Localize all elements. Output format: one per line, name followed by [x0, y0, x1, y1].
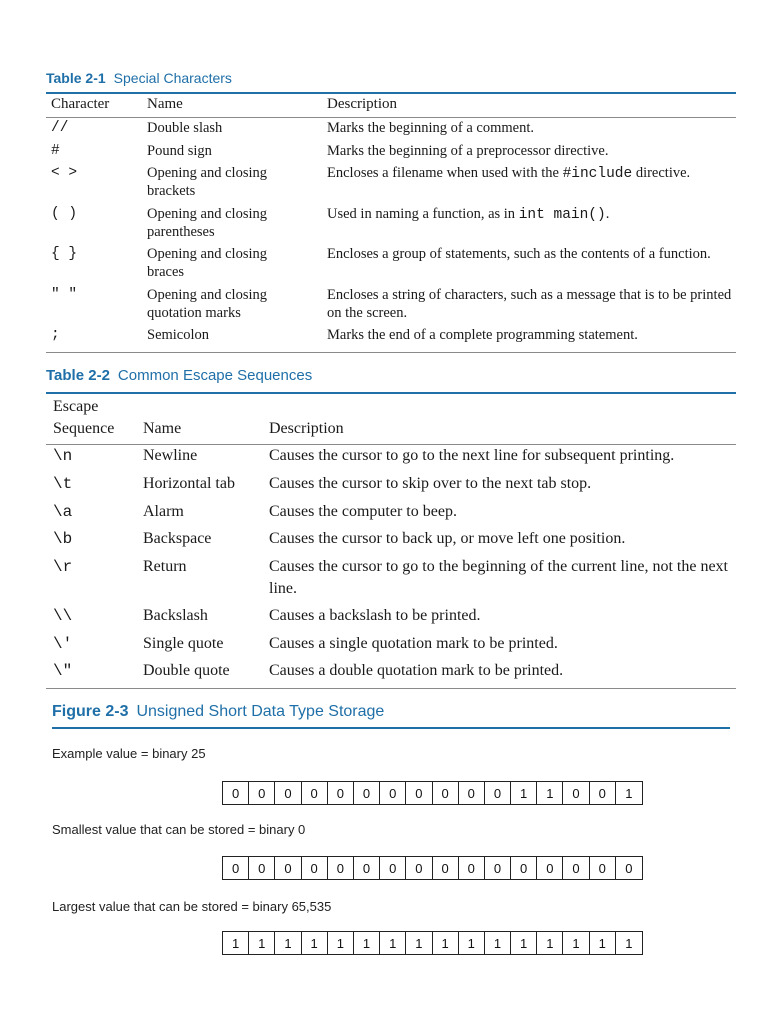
- table2-row4-name: Backspace: [143, 530, 212, 547]
- figure-title: Unsigned Short Data Type Storage: [136, 703, 385, 720]
- table1-title: Special Characters: [113, 70, 232, 86]
- bit-cell: 0: [625, 860, 633, 876]
- bit-cell: 0: [433, 782, 459, 804]
- table2-row4-seq: \b: [53, 530, 73, 548]
- bit-cell: 1: [249, 932, 275, 954]
- figure-top-rule: [52, 727, 730, 729]
- table2-row1-name: Newline: [143, 447, 198, 464]
- bit-cell: 0: [485, 857, 511, 879]
- figure-number: Figure 2-3: [52, 703, 129, 720]
- table2-row5-seq: \r: [53, 558, 73, 576]
- bit-cell: 0: [328, 782, 354, 804]
- table2-row8-name: Double quote: [143, 662, 230, 679]
- table2-number: Table 2-2: [46, 367, 110, 384]
- table1-number: Table 2-1: [46, 70, 106, 86]
- table2-row1-seq: \n: [53, 447, 73, 465]
- bit-cell: 0: [563, 857, 589, 879]
- table2-header-sequence: Sequence: [53, 420, 115, 437]
- figure-caption: [52, 703, 384, 721]
- table1-row3-desc-post: directive.: [632, 165, 691, 181]
- bit-cell: 0: [380, 857, 406, 879]
- bit-cell: 1: [537, 782, 563, 804]
- table2-row2-seq: \t: [53, 475, 73, 493]
- bit-cell: 1: [511, 932, 537, 954]
- bit-cell: 1: [625, 785, 633, 801]
- bit-cell: 1: [380, 932, 406, 954]
- table1-row5-desc: Encloses a group of statements, such as the contents of a function.: [327, 246, 711, 262]
- table2-row3-desc: Causes the computer to beep.: [269, 503, 457, 520]
- bit-cell: 0: [563, 782, 589, 804]
- bit-cell: 0: [354, 782, 380, 804]
- table2-row6-desc: Causes a backslash to be printed.: [269, 607, 481, 624]
- bit-cell: 0: [511, 857, 537, 879]
- table1-row7-name: Semicolon: [147, 327, 210, 343]
- table1-row2-name: Pound sign: [147, 143, 212, 159]
- bit-cell: 0: [249, 857, 275, 879]
- table2-row3-seq: \a: [53, 503, 73, 521]
- bit-cell: 0: [433, 857, 459, 879]
- table2-row2-desc: Causes the cursor to skip over to the next tab stop.: [269, 475, 592, 492]
- table2-row1-desc: Causes the cursor to go to the next line for subsequent printing.: [269, 447, 675, 464]
- bit-cell: 0: [275, 782, 301, 804]
- table1-row4-desc-pre: Used in naming a function, as in: [327, 206, 519, 222]
- bit-cell: 0: [249, 782, 275, 804]
- table1-row3-desc: [327, 164, 707, 183]
- table2-row8-desc: Causes a double quotation mark to be printed.: [269, 662, 564, 679]
- table1-row3-name: Opening and closing brackets: [147, 165, 268, 199]
- table2-bottom-rule: [46, 688, 736, 689]
- table1-top-rule: [46, 92, 736, 94]
- table2-row7-desc: Causes a single quotation mark to be printed.: [269, 635, 558, 652]
- bit-cell: 1: [563, 932, 589, 954]
- table1-header-rule: [46, 117, 736, 118]
- table1-row1-character: //: [51, 120, 69, 136]
- table1-row3-character: < >: [51, 165, 78, 181]
- table2-title: Common Escape Sequences: [117, 367, 313, 384]
- table1-row4-desc-code: int main(): [518, 207, 606, 223]
- bit-cell: 0: [302, 782, 328, 804]
- table1-row3-desc-code: #include: [562, 166, 633, 182]
- bit-cell: 0: [406, 857, 432, 879]
- table1-row4-desc-post: .: [605, 206, 610, 222]
- bit-cell: 1: [433, 932, 459, 954]
- figure-example1-bits: [222, 781, 643, 805]
- bit-cell: 0: [302, 857, 328, 879]
- figure-example1-label: Example value = binary 25: [52, 746, 206, 761]
- table2-header-name: Name: [143, 420, 182, 437]
- table2-row5-desc: Causes the cursor to go to the beginning of the current line, not the next line.: [269, 558, 728, 597]
- table1-caption: [46, 70, 232, 86]
- table2-row3-name: Alarm: [143, 503, 184, 520]
- table1-row4-name: Opening and closing parentheses: [147, 206, 268, 240]
- figure-example3-label: Largest value that can be stored = binary 65,535: [52, 899, 332, 914]
- bit-cell: 0: [459, 857, 485, 879]
- bit-cell: 1: [406, 932, 432, 954]
- bit-cell: 1: [459, 932, 485, 954]
- bit-cell: 0: [223, 782, 249, 804]
- table1-row6-character: " ": [51, 287, 78, 303]
- table1-row7-character: ;: [51, 327, 60, 343]
- table2-row7-name: Single quote: [143, 635, 224, 652]
- bit-cell: 0: [223, 857, 249, 879]
- bit-cell: 0: [485, 782, 511, 804]
- bit-cell: 1: [485, 932, 511, 954]
- bit-cell: 1: [537, 932, 563, 954]
- table1-row5-name: Opening and closing braces: [147, 246, 268, 280]
- figure-example3-bits: [222, 931, 643, 955]
- table2-row4-desc: Causes the cursor to back up, or move left one position.: [269, 530, 626, 547]
- table2-header-escape: Escape: [53, 398, 99, 415]
- bit-cell: 0: [590, 857, 616, 879]
- table1-row4-character: ( ): [51, 206, 78, 222]
- table1-row2-character: #: [51, 143, 60, 159]
- table1-row6-name: Opening and closing quotation marks: [147, 287, 268, 321]
- bit-cell: 1: [302, 932, 328, 954]
- table1-header-character: Character: [51, 96, 110, 112]
- bit-cell: 0: [275, 857, 301, 879]
- bit-cell: 0: [406, 782, 432, 804]
- table1-row1-desc: Marks the beginning of a comment.: [327, 120, 534, 136]
- table2-row6-name: Backslash: [143, 607, 208, 624]
- table2-row2-name: Horizontal tab: [143, 475, 235, 492]
- table2-header-description: Description: [269, 420, 344, 437]
- bit-cell: 0: [537, 857, 563, 879]
- table1-header-description: Description: [327, 96, 397, 112]
- table2-row6-seq: \\: [53, 607, 73, 625]
- table1-header-name: Name: [147, 96, 183, 112]
- bit-cell: 1: [590, 932, 616, 954]
- table1-row7-desc: Marks the end of a complete programming statement.: [327, 327, 638, 343]
- table2-row7-seq: \': [53, 635, 73, 653]
- table2-caption: [46, 367, 312, 384]
- bit-cell: 0: [590, 782, 616, 804]
- table1-row3-desc-pre: Encloses a filename when used with the: [327, 165, 563, 181]
- table1-row6-desc: Encloses a string of characters, such as a message that is to be printed on the screen.: [327, 287, 732, 321]
- bit-cell: 1: [223, 932, 249, 954]
- bit-cell: 0: [354, 857, 380, 879]
- table1-row4-desc: [327, 205, 609, 224]
- bit-cell: 0: [459, 782, 485, 804]
- bit-cell: 0: [380, 782, 406, 804]
- table1-bottom-rule: [46, 352, 736, 353]
- table2-top-rule: [46, 392, 736, 394]
- bit-cell: 1: [275, 932, 301, 954]
- figure-example2-label: Smallest value that can be stored = binary 0: [52, 822, 306, 837]
- figure-example2-bits: [222, 856, 643, 880]
- bit-cell: 1: [328, 932, 354, 954]
- table1-row2-desc: Marks the beginning of a preprocessor directive.: [327, 143, 609, 159]
- table2-row8-seq: \": [53, 662, 73, 680]
- table2-row5-name: Return: [143, 558, 187, 575]
- bit-cell: 1: [625, 935, 633, 951]
- table1-row1-name: Double slash: [147, 120, 223, 136]
- bit-cell: 1: [354, 932, 380, 954]
- table1-row5-character: { }: [51, 246, 78, 262]
- bit-cell: 0: [328, 857, 354, 879]
- bit-cell: 1: [511, 782, 537, 804]
